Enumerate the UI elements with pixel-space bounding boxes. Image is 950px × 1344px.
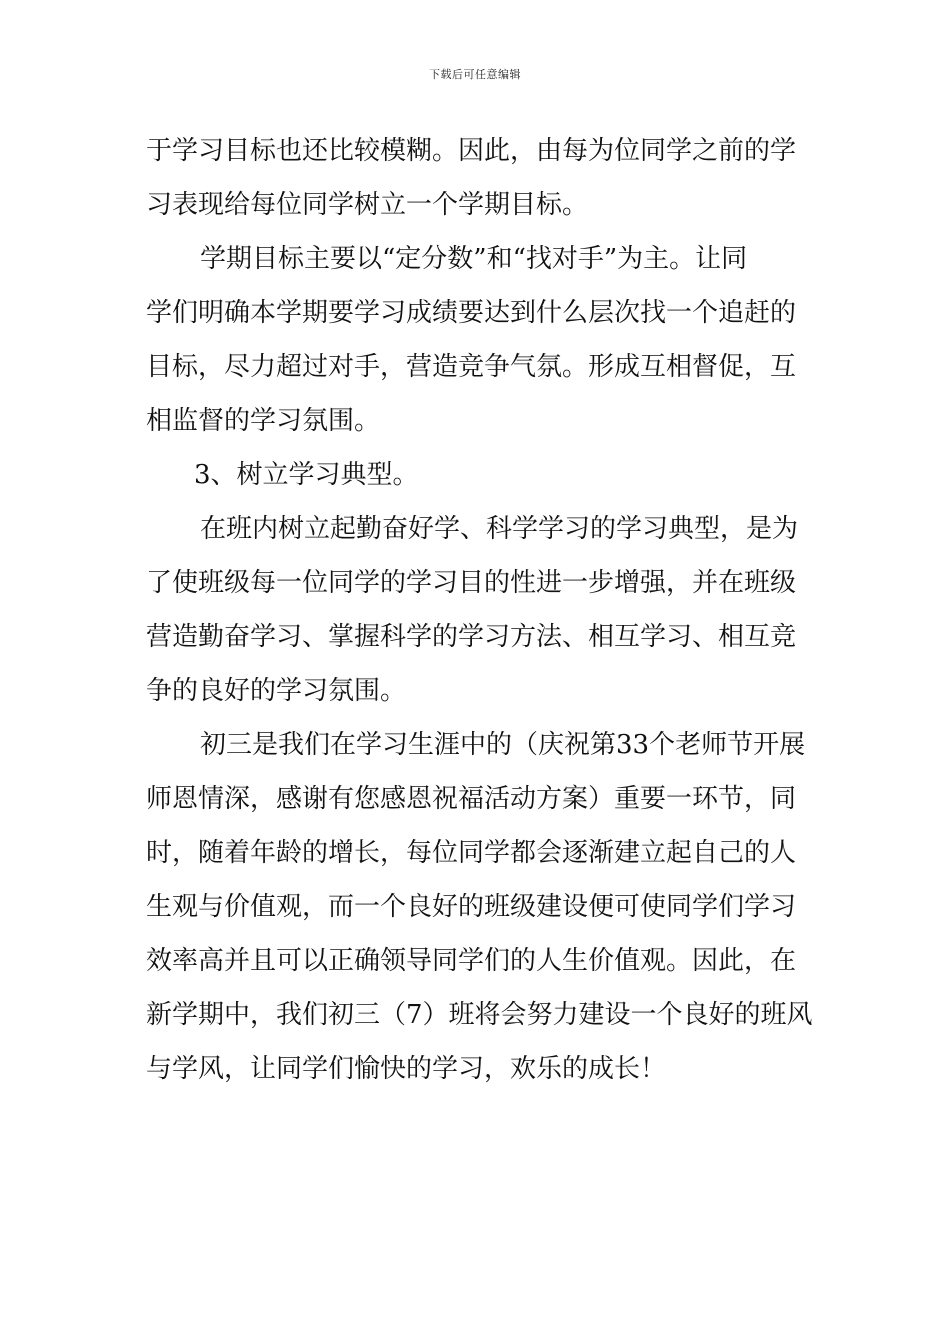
text-line: 新学期中，我们初三（7）班将会努力建设一个良好的班风 (146, 1000, 813, 1030)
text-line: 在班内树立起勤奋好学、科学学习的学习典型，是为 (200, 514, 799, 544)
header-note: 下载后可任意编辑 (429, 68, 521, 81)
text-line: 与学风，让同学们愉快的学习，欢乐的成长！ (146, 1054, 667, 1084)
document-body (146, 124, 813, 1096)
text-line: 目标，尽力超过对手，营造竞争气氛。形成互相督促，互 (146, 352, 797, 382)
text-line: 时，随着年龄的增长，每位同学都会逐渐建立起自己的人 (146, 838, 797, 868)
text-line: 初三是我们在学习生涯中的（庆祝第33个老师节开展 (200, 730, 806, 760)
text-line: 了使班级每一位同学的学习目的性进一步增强，并在班级 (146, 568, 797, 598)
text-line: 学们明确本学期要学习成绩要达到什么层次找一个追赶的 (146, 298, 797, 328)
text-line: 争的良好的学习氛围。 (146, 676, 407, 706)
text-line: 效率高并且可以正确领导同学们的人生价值观。因此，在 (146, 946, 797, 976)
text-line: 营造勤奋学习、掌握科学的学习方法、相互学习、相互竞 (146, 622, 797, 652)
section-heading: 3、树立学习典型。 (194, 460, 419, 490)
text-line: 师恩情深，感谢有您感恩祝福活动方案）重要一环节，同 (146, 784, 797, 814)
text-line: 学期目标主要以“定分数”和“找对手”为主。让同 (200, 244, 748, 274)
text-line: 于学习目标也还比较模糊。因此，由每为位同学之前的学 (146, 136, 797, 166)
text-line: 相监督的学习氛围。 (146, 406, 381, 436)
text-line: 习表现给每位同学树立一个学期目标。 (146, 190, 589, 220)
text-line: 生观与价值观，而一个良好的班级建设便可使同学们学习 (146, 892, 797, 922)
